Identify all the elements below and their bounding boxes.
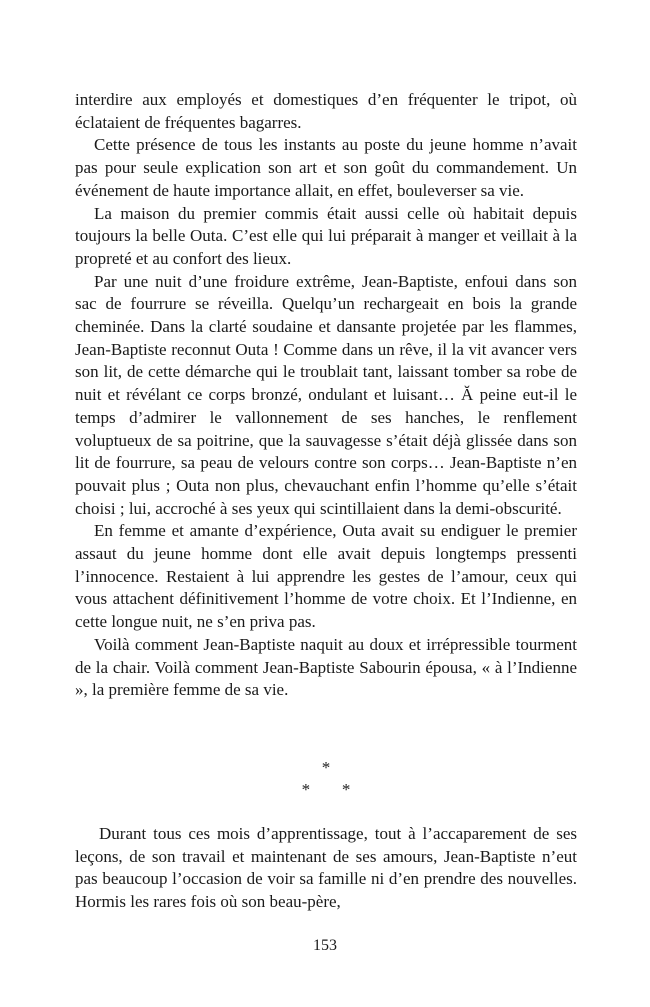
asterism-top-row (75, 757, 577, 779)
paragraph: En femme et amante d’expérience, Outa avait su endiguer le premier assaut du jeune homme dont elle avait depuis longtemps pressenti l’innocence. Restaient à lui apprendre les gestes de l’amour, ceux qui vous attachent définitivement l’homme de votre choix. Et l’Indienne, en cette longue nuit, ne s’en priva pas. (75, 521, 577, 632)
paragraph: Durant tous ces mois d’apprentissage, tout à l’accaparement de ses leçons, de son travail et maintenant de ses amours, Jean-Baptiste n’eut pas beaucoup l’occasion de voir sa famille ni d’en prendre des nouvelles. Hormis les rares fois où son beau-père, (75, 824, 577, 912)
asterism-bottom-row (75, 779, 577, 801)
body-text-bottom (75, 823, 577, 914)
paragraph: Cette présence de tous les instants au poste du jeune homme n’avait pas pour seule explication son art et son goût du commandement. Un événement de haute importance allait, en effet, bouleverser sa vie. (75, 135, 577, 200)
body-text-top (75, 89, 577, 702)
page-number: 153 (313, 937, 337, 954)
paragraph: Par une nuit d’une froidure extrême, Jean-Baptiste, enfoui dans son sac de fourrure se réveilla. Quelqu’un rechargeait en bois la grande cheminée. Dans la clarté soudaine et dansante projetée par les flammes, Jean-Baptiste reconnut Outa ! Comme dans un rêve, il la vit avancer vers son lit, de cette démarche qui le troublait tant, laissant tomber sa robe de nuit et révélant ce corps bronzé, ondulant et luisant… Ă peine eut-il le temps d’admirer le vallonnement de ses hanches, le renflement voluptueux de sa poitrine, que la sauvagesse s’était déjà glissée dans son lit de fourrure, sa peau de velours contre son corps… Jean-Baptiste n’en pouvait plus ; Outa non plus, chevauchant enfin l’homme qu’elle s’était choisi ; lui, accroché à ses yeux qui scintillaient dans la demi-obscurité. (75, 271, 577, 518)
asterism-star-top: * (321, 758, 331, 777)
paragraph-continuation: interdire aux employés et domestiques d’en fréquenter le tripot, où éclataient de fréquentes bagarres. (75, 90, 577, 132)
paragraph: Voilà comment Jean-Baptiste naquit au doux et irrépressible tourment de la chair. Voilà comment Jean-Baptiste Sabourin épousa, « à l’Indienne », la première femme de sa vie. (75, 634, 577, 700)
paragraph: La maison du premier commis était aussi celle où habitait depuis toujours la belle Outa. C’est elle qui lui préparait à manger et veillait à la propreté et au confort des lieux. (75, 203, 577, 268)
asterism-star-right: * (341, 780, 351, 799)
asterism-star-left: * (301, 780, 311, 799)
section-break-asterism (75, 757, 577, 801)
